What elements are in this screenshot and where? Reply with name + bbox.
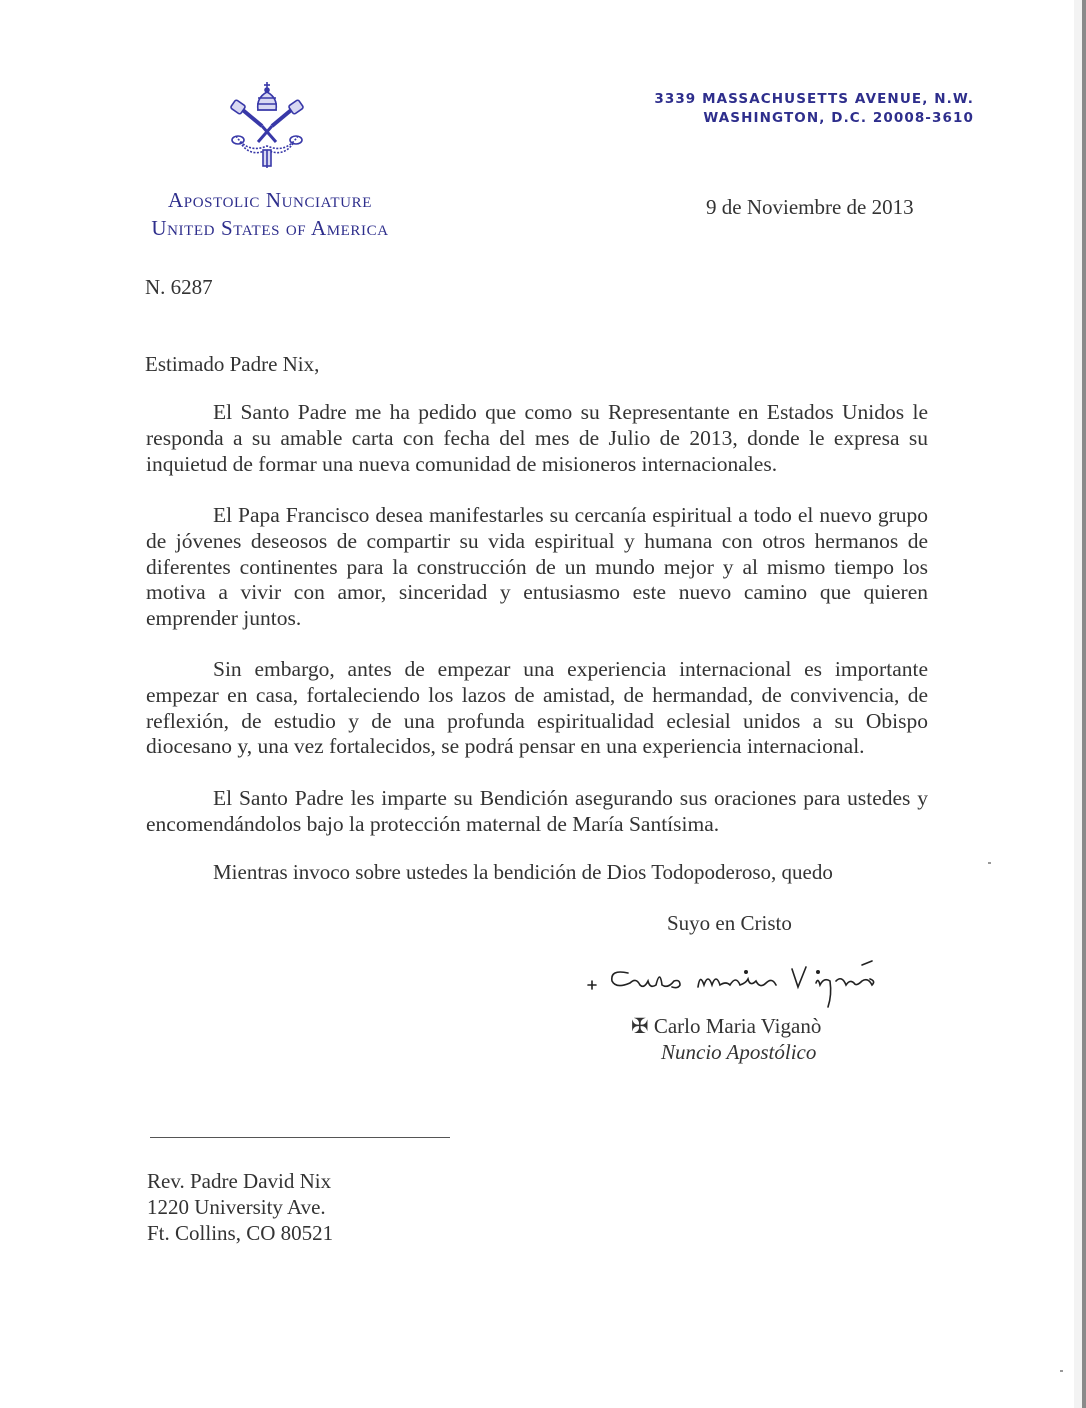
organization-line-1: Apostolic Nunciature bbox=[168, 188, 372, 212]
scan-speck bbox=[1060, 1370, 1063, 1372]
body-paragraph: El Santo Padre les imparte su Bendición asegurando sus oraciones para ustedes y encomendándolos bajo la protección maternal de María Santísima. bbox=[146, 786, 928, 836]
complimentary-close: Suyo en Cristo bbox=[667, 911, 792, 935]
recipient-city: Ft. Collins, CO 80521 bbox=[147, 1221, 334, 1245]
recipient-street: 1220 University Ave. bbox=[147, 1195, 326, 1219]
recipient-address bbox=[147, 1168, 333, 1246]
letter-date: 9 de Noviembre de 2013 bbox=[706, 195, 914, 219]
organization-line-2: United States of America bbox=[151, 216, 389, 240]
salutation: Estimado Padre Nix, bbox=[145, 352, 320, 376]
reference-number: N. 6287 bbox=[145, 275, 213, 299]
closing-line: Mientras invoco sobre ustedes la bendición de Dios Todopoderoso, quedo bbox=[213, 860, 833, 884]
handwritten-signature-icon bbox=[580, 955, 920, 1017]
letterhead-address bbox=[600, 90, 974, 128]
scan-edge-border bbox=[1082, 0, 1086, 1408]
body-paragraph: El Papa Francisco desea manifestarles su cercanía espiritual a todo el nuevo grupo de jóvenes deseosos de compartir su vida espiritual y humana con otros hermanos de diferentes continentes para la construcción de un mundo mejor y al mismo tiempo los motiva a vivir con amor, sinceridad y entusiasmo este nuevo camino que quieren emprender juntos. bbox=[146, 503, 928, 631]
signer-name: ✠ Carlo Maria Viganò bbox=[631, 1014, 822, 1038]
scan-edge-shadow bbox=[1074, 0, 1082, 1408]
address-line-2: WASHINGTON, D.C. 20008-3610 bbox=[703, 110, 974, 126]
recipient-name: Rev. Padre David Nix bbox=[147, 1169, 332, 1193]
body-paragraph: Sin embargo, antes de empezar una experiencia internacional es importante empezar en casa, fortaleciendo los lazos de amistad, de hermandad, de convivencia, de reflexión, de estudio y de una profunda espiritualidad eclesial unidos a su Obispo diocesano y, una vez fortalecidos, se podrá pensar en una experiencia internacional. bbox=[146, 657, 928, 759]
address-line-1: 3339 MASSACHUSETTS AVENUE, N.W. bbox=[654, 91, 974, 107]
body-paragraph: El Santo Padre me ha pedido que como su Representante en Estados Unidos le responda a su amable carta con fecha del mes de Julio de 2013, donde le expresa su inquietud de formar una nueva comunidad de misioneros internacionales. bbox=[146, 400, 928, 476]
signer-title: Nuncio Apostólico bbox=[661, 1040, 817, 1064]
organization-name bbox=[110, 186, 430, 242]
scan-speck bbox=[988, 862, 991, 864]
footer-divider bbox=[150, 1137, 450, 1138]
papal-coat-of-arms-icon bbox=[228, 80, 306, 170]
